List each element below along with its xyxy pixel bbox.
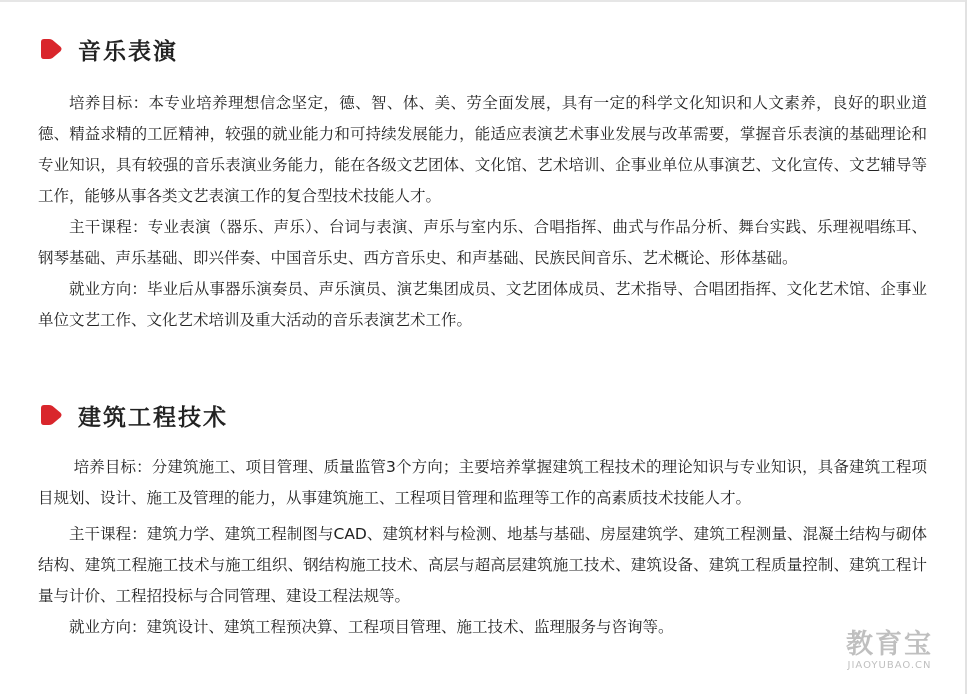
section-construction-engineering	[38, 398, 927, 643]
watermark-main: 教育宝	[846, 629, 933, 660]
section-heading	[38, 32, 927, 66]
play-badge-icon	[38, 402, 64, 428]
section-music-performance	[38, 32, 927, 336]
paragraph-training-goal: 培养目标：本专业培养理想信念坚定，德、智、体、美、劳全面发展，具有一定的科学文化知识和人文素养，良好的职业道德、精益求精的工匠精神，较强的就业能力和可持续发展能力，能适应表演艺术事业发展与改革需要，掌握音乐表演的基础理论和专业知识，具有较强的音乐表演业务能力，能在各级文艺团体、文化馆、艺术培训、企事业单位从事演艺、文化宣传、文艺辅导等工作，能够从事各类文艺表演工作的复合型技术技能人才。	[38, 94, 927, 205]
section-title: 建筑工程技术	[78, 404, 228, 431]
page-top-edge	[0, 0, 967, 2]
section-body	[38, 88, 927, 336]
paragraph-main-courses: 主干课程：专业表演（器乐、声乐）、台词与表演、声乐与室内乐、合唱指挥、曲式与作品分析、舞台实践、乐理视唱练耳、钢琴基础、声乐基础、即兴伴奏、中国音乐史、西方音乐史、和声基础、民族民间音乐、艺术概论、形体基础。	[38, 218, 927, 267]
paragraph-career-direction: 就业方向：建筑设计、建筑工程预决算、工程项目管理、施工技术、监理服务与咨询等。	[69, 618, 674, 636]
paragraph-main-courses: 主干课程：建筑力学、建筑工程制图与CAD、建筑材料与检测、地基与基础、房屋建筑学、建筑工程测量、混凝土结构与砌体结构、建筑工程施工技术与施工组织、钢结构施工技术、高层与超高层建筑施工技术、建筑设备、建筑工程质量控制、建筑工程计量与计价、工程招投标与合同管理、建设工程法规等。	[38, 525, 927, 605]
section-heading	[38, 398, 927, 432]
section-title: 音乐表演	[78, 38, 178, 65]
paragraph-training-goal: 培养目标：分建筑施工、项目管理、质量监管3个方向；主要培养掌握建筑工程技术的理论知识与专业知识，具备建筑工程项目规划、设计、施工及管理的能力，从事建筑施工、工程项目管理和监理等工作的高素质技术技能人才。	[38, 458, 927, 507]
watermark-sub: JIAOYUBAO.CN	[847, 660, 932, 671]
play-badge-icon	[38, 36, 64, 62]
paragraph-career-direction: 就业方向：毕业后从事器乐演奏员、声乐演员、演艺集团成员、文艺团体成员、艺术指导、合唱团指挥、文化艺术馆、企事业单位文艺工作、文化艺术培训及重大活动的音乐表演艺术工作。	[38, 280, 927, 329]
section-body	[38, 452, 927, 643]
